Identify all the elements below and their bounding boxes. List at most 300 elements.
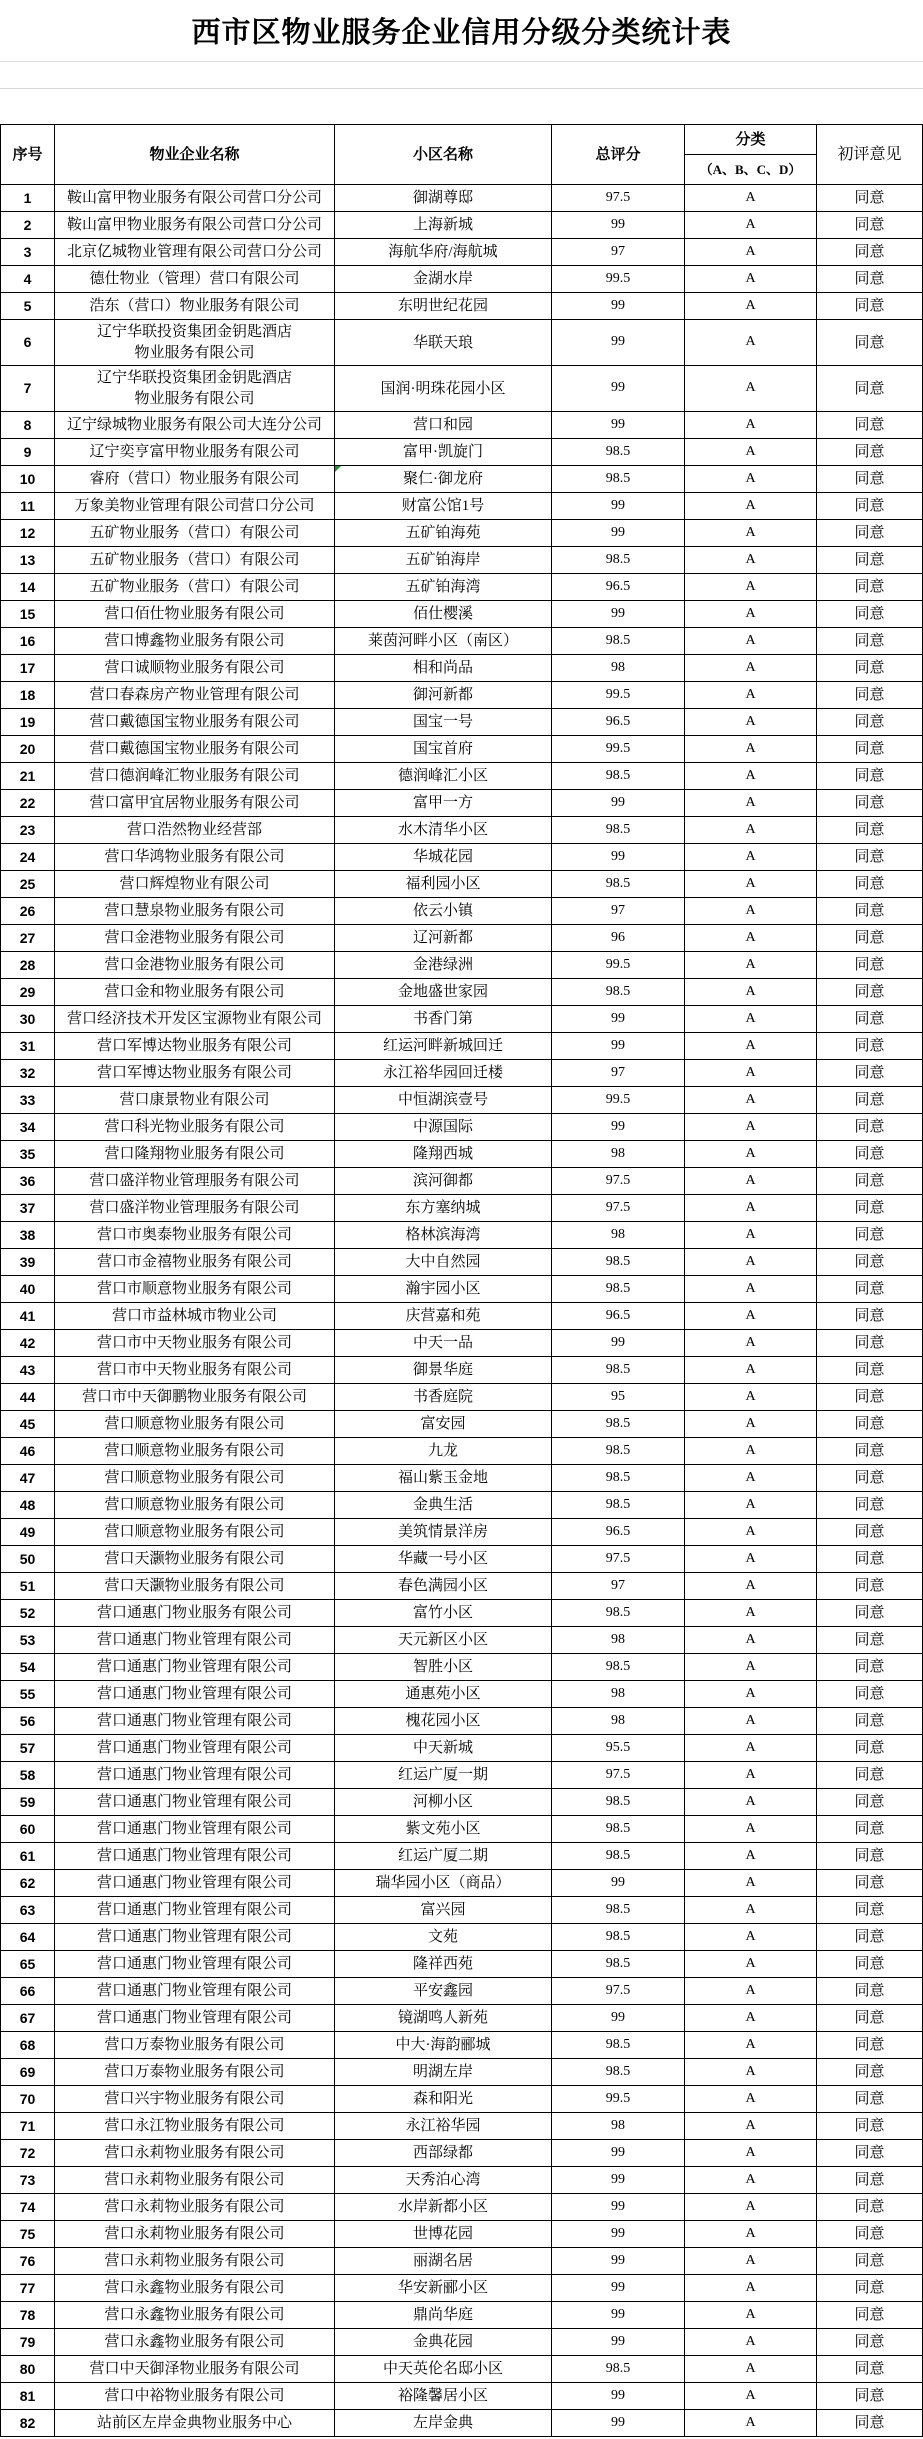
opinion-cell: 同意	[817, 1789, 923, 1816]
row-number-cell: 13	[1, 547, 55, 574]
total-score-cell: 97.5	[552, 1195, 685, 1222]
company-name-cell: 营口顺意物业服务有限公司	[55, 1492, 335, 1519]
table-row	[1, 2194, 923, 2221]
opinion-cell: 同意	[817, 1519, 923, 1546]
company-name-cell: 营口永鑫物业服务有限公司	[55, 2275, 335, 2302]
row-number-cell: 1	[1, 185, 55, 212]
table-row	[1, 1168, 923, 1195]
company-name-cell: 营口通惠门物业管理有限公司	[55, 1897, 335, 1924]
row-number-cell: 12	[1, 520, 55, 547]
opinion-cell: 同意	[817, 1708, 923, 1735]
total-score-cell: 98	[552, 1222, 685, 1249]
table-row	[1, 655, 923, 682]
community-name-cell: 金湖水岸	[335, 266, 552, 293]
table-row	[1, 2248, 923, 2275]
community-name-cell: 依云小镇	[335, 898, 552, 925]
table-row	[1, 466, 923, 493]
company-name-cell: 营口经济技术开发区宝源物业有限公司	[55, 1006, 335, 1033]
opinion-cell: 同意	[817, 2329, 923, 2356]
row-number-cell: 67	[1, 2005, 55, 2032]
category-cell: A	[685, 212, 817, 239]
row-number-cell: 40	[1, 1276, 55, 1303]
total-score-cell: 99	[552, 1006, 685, 1033]
opinion-cell: 同意	[817, 1546, 923, 1573]
total-score-cell: 99.5	[552, 1087, 685, 1114]
company-name-cell: 睿府（营口）物业服务有限公司	[55, 466, 335, 493]
header-category-label: 分类	[685, 125, 816, 155]
total-score-cell: 98.5	[552, 1438, 685, 1465]
company-name-cell: 营口市益林城市物业公司	[55, 1303, 335, 1330]
category-cell: A	[685, 2275, 817, 2302]
table-row	[1, 320, 923, 366]
opinion-cell: 同意	[817, 2113, 923, 2140]
total-score-cell: 99	[552, 2221, 685, 2248]
table-row	[1, 709, 923, 736]
total-score-cell: 97.5	[552, 1546, 685, 1573]
category-cell: A	[685, 1384, 817, 1411]
category-cell: A	[685, 2194, 817, 2221]
company-name-cell: 营口博鑫物业服务有限公司	[55, 628, 335, 655]
company-name-cell: 营口通惠门物业管理有限公司	[55, 1789, 335, 1816]
row-number-cell: 22	[1, 790, 55, 817]
company-name-cell: 营口德润峰汇物业服务有限公司	[55, 763, 335, 790]
row-number-cell: 37	[1, 1195, 55, 1222]
row-number-cell: 55	[1, 1681, 55, 1708]
total-score-cell: 98.5	[552, 1789, 685, 1816]
total-score-cell: 99	[552, 366, 685, 412]
row-number-cell: 15	[1, 601, 55, 628]
opinion-cell: 同意	[817, 1114, 923, 1141]
category-cell: A	[685, 1627, 817, 1654]
category-cell: A	[685, 493, 817, 520]
total-score-cell: 99.5	[552, 682, 685, 709]
company-name-cell: 五矿物业服务（营口）有限公司	[55, 520, 335, 547]
row-number-cell: 58	[1, 1762, 55, 1789]
row-number-cell: 26	[1, 898, 55, 925]
community-name-cell: 文苑	[335, 1924, 552, 1951]
row-number-cell: 41	[1, 1303, 55, 1330]
community-name-cell: 财富公馆1号	[335, 493, 552, 520]
community-name-cell: 福山紫玉金地	[335, 1465, 552, 1492]
category-cell: A	[685, 1978, 817, 2005]
total-score-cell: 99	[552, 2329, 685, 2356]
row-number-cell: 29	[1, 979, 55, 1006]
total-score-cell: 98.5	[552, 2059, 685, 2086]
total-score-cell: 95	[552, 1384, 685, 1411]
company-name-cell: 营口天灏物业服务有限公司	[55, 1546, 335, 1573]
company-name-cell: 营口通惠门物业管理有限公司	[55, 1870, 335, 1897]
opinion-cell: 同意	[817, 1195, 923, 1222]
total-score-cell: 97	[552, 1573, 685, 1600]
community-name-cell: 隆翔西城	[335, 1141, 552, 1168]
opinion-cell: 同意	[817, 1303, 923, 1330]
category-cell: A	[685, 1573, 817, 1600]
community-name-cell: 镜湖鸣人新苑	[335, 2005, 552, 2032]
table-row	[1, 2329, 923, 2356]
company-name-cell: 营口浩然物业经营部	[55, 817, 335, 844]
category-cell: A	[685, 1141, 817, 1168]
company-name-cell: 营口市中天物业服务有限公司	[55, 1357, 335, 1384]
row-number-cell: 74	[1, 2194, 55, 2221]
table-row	[1, 439, 923, 466]
company-name-cell: 营口永鑫物业服务有限公司	[55, 2302, 335, 2329]
community-name-cell: 辽河新都	[335, 925, 552, 952]
company-name-cell: 鞍山富甲物业服务有限公司营口分公司	[55, 185, 335, 212]
opinion-cell: 同意	[817, 1006, 923, 1033]
total-score-cell: 98.5	[552, 763, 685, 790]
row-number-cell: 54	[1, 1654, 55, 1681]
total-score-cell: 99	[552, 293, 685, 320]
opinion-cell: 同意	[817, 366, 923, 412]
table-row	[1, 1708, 923, 1735]
company-name-cell: 营口慧泉物业服务有限公司	[55, 898, 335, 925]
category-cell: A	[685, 1951, 817, 1978]
opinion-cell: 同意	[817, 239, 923, 266]
row-number-cell: 77	[1, 2275, 55, 2302]
opinion-cell: 同意	[817, 952, 923, 979]
opinion-cell: 同意	[817, 1897, 923, 1924]
community-name-cell: 御景华庭	[335, 1357, 552, 1384]
community-name-cell: 九龙	[335, 1438, 552, 1465]
company-name-cell: 营口通惠门物业管理有限公司	[55, 1843, 335, 1870]
row-number-cell: 47	[1, 1465, 55, 1492]
opinion-cell: 同意	[817, 979, 923, 1006]
company-name-cell: 营口华鸿物业服务有限公司	[55, 844, 335, 871]
row-number-cell: 24	[1, 844, 55, 871]
table-row	[1, 2113, 923, 2140]
company-name-cell: 营口通惠门物业管理有限公司	[55, 1681, 335, 1708]
total-score-cell: 99	[552, 601, 685, 628]
opinion-cell: 同意	[817, 2005, 923, 2032]
company-name-cell: 营口顺意物业服务有限公司	[55, 1411, 335, 1438]
category-cell: A	[685, 601, 817, 628]
row-number-cell: 21	[1, 763, 55, 790]
category-cell: A	[685, 1330, 817, 1357]
opinion-cell: 同意	[817, 320, 923, 366]
company-name-cell: 营口军博达物业服务有限公司	[55, 1033, 335, 1060]
row-number-cell: 48	[1, 1492, 55, 1519]
category-cell: A	[685, 1789, 817, 1816]
total-score-cell: 98.5	[552, 466, 685, 493]
company-name-cell: 五矿物业服务（营口）有限公司	[55, 547, 335, 574]
row-number-cell: 61	[1, 1843, 55, 1870]
community-name-cell: 天秀泊心湾	[335, 2167, 552, 2194]
company-name-cell: 营口金港物业服务有限公司	[55, 952, 335, 979]
header-index: 序号	[1, 125, 55, 185]
company-name-cell: 站前区左岸金典物业服务中心	[55, 2410, 335, 2437]
row-number-cell: 14	[1, 574, 55, 601]
company-name-cell: 营口顺意物业服务有限公司	[55, 1465, 335, 1492]
total-score-cell: 98.5	[552, 547, 685, 574]
header-community-name: 小区名称	[335, 125, 552, 185]
category-cell: A	[685, 2329, 817, 2356]
total-score-cell: 99.5	[552, 952, 685, 979]
total-score-cell: 99	[552, 2248, 685, 2275]
blank-row	[0, 62, 923, 89]
community-name-cell: 华安新郦小区	[335, 2275, 552, 2302]
community-name-cell: 华藏一号小区	[335, 1546, 552, 1573]
opinion-cell: 同意	[817, 1033, 923, 1060]
category-cell: A	[685, 293, 817, 320]
total-score-cell: 97.5	[552, 1168, 685, 1195]
opinion-cell: 同意	[817, 466, 923, 493]
opinion-cell: 同意	[817, 2140, 923, 2167]
row-number-cell: 53	[1, 1627, 55, 1654]
total-score-cell: 99	[552, 1870, 685, 1897]
community-name-cell: 槐花园小区	[335, 1708, 552, 1735]
total-score-cell: 99	[552, 1114, 685, 1141]
total-score-cell: 98	[552, 1141, 685, 1168]
community-name-cell: 通惠苑小区	[335, 1681, 552, 1708]
opinion-cell: 同意	[817, 266, 923, 293]
table-row	[1, 1735, 923, 1762]
category-cell: A	[685, 439, 817, 466]
table-body	[1, 185, 923, 2437]
category-cell: A	[685, 1222, 817, 1249]
row-number-cell: 7	[1, 366, 55, 412]
community-name-cell: 水木清华小区	[335, 817, 552, 844]
company-name-cell: 营口顺意物业服务有限公司	[55, 1438, 335, 1465]
company-name-cell: 营口金和物业服务有限公司	[55, 979, 335, 1006]
community-name-cell: 莱茵河畔小区（南区）	[335, 628, 552, 655]
row-number-cell: 18	[1, 682, 55, 709]
total-score-cell: 99	[552, 844, 685, 871]
opinion-cell: 同意	[817, 601, 923, 628]
category-cell: A	[685, 1735, 817, 1762]
cell-error-indicator-icon	[335, 466, 341, 472]
header-company-name: 物业企业名称	[55, 125, 335, 185]
row-number-cell: 71	[1, 2113, 55, 2140]
opinion-cell: 同意	[817, 1816, 923, 1843]
category-cell: A	[685, 239, 817, 266]
company-name-cell: 营口兴宇物业服务有限公司	[55, 2086, 335, 2113]
category-cell: A	[685, 2248, 817, 2275]
total-score-cell: 96	[552, 925, 685, 952]
opinion-cell: 同意	[817, 2275, 923, 2302]
community-name-cell: 金地盛世家园	[335, 979, 552, 1006]
community-name-cell: 金典花园	[335, 2329, 552, 2356]
company-name-cell: 营口科光物业服务有限公司	[55, 1114, 335, 1141]
total-score-cell: 98.5	[552, 1816, 685, 1843]
row-number-cell: 33	[1, 1087, 55, 1114]
row-number-cell: 42	[1, 1330, 55, 1357]
total-score-cell: 98.5	[552, 1465, 685, 1492]
opinion-cell: 同意	[817, 520, 923, 547]
company-name-cell: 营口盛洋物业管理服务有限公司	[55, 1195, 335, 1222]
community-name-cell: 海航华府/海航城	[335, 239, 552, 266]
company-name-cell: 辽宁绿城物业服务有限公司大连分公司	[55, 412, 335, 439]
category-cell: A	[685, 1519, 817, 1546]
opinion-cell: 同意	[817, 439, 923, 466]
table-row	[1, 1492, 923, 1519]
community-name-cell: 国宝首府	[335, 736, 552, 763]
table-row	[1, 1897, 923, 1924]
community-name-cell: 水岸新都小区	[335, 2194, 552, 2221]
total-score-cell: 98.5	[552, 1654, 685, 1681]
opinion-cell: 同意	[817, 2032, 923, 2059]
company-name-cell: 营口军博达物业服务有限公司	[55, 1060, 335, 1087]
table-row	[1, 1789, 923, 1816]
category-cell: A	[685, 1006, 817, 1033]
community-name-cell: 裕隆馨居小区	[335, 2383, 552, 2410]
table-row	[1, 412, 923, 439]
company-name-cell: 营口通惠门物业管理有限公司	[55, 1708, 335, 1735]
total-score-cell: 98.5	[552, 1897, 685, 1924]
table-row	[1, 736, 923, 763]
table-row	[1, 871, 923, 898]
category-cell: A	[685, 952, 817, 979]
company-name-cell: 营口盛洋物业管理服务有限公司	[55, 1168, 335, 1195]
total-score-cell: 99	[552, 2194, 685, 2221]
opinion-cell: 同意	[817, 898, 923, 925]
category-cell: A	[685, 1060, 817, 1087]
company-name-cell: 营口永江物业服务有限公司	[55, 2113, 335, 2140]
table-row	[1, 293, 923, 320]
opinion-cell: 同意	[817, 1762, 923, 1789]
community-name-cell: 明湖左岸	[335, 2059, 552, 2086]
table-row	[1, 1087, 923, 1114]
opinion-cell: 同意	[817, 1978, 923, 2005]
opinion-cell: 同意	[817, 212, 923, 239]
table-row	[1, 1654, 923, 1681]
company-name-cell: 营口通惠门物业管理有限公司	[55, 1978, 335, 2005]
table-row	[1, 2005, 923, 2032]
company-name-cell: 营口通惠门物业管理有限公司	[55, 1762, 335, 1789]
total-score-cell: 96.5	[552, 574, 685, 601]
category-cell: A	[685, 466, 817, 493]
category-cell: A	[685, 682, 817, 709]
table-row	[1, 1276, 923, 1303]
opinion-cell: 同意	[817, 2248, 923, 2275]
total-score-cell: 99	[552, 2140, 685, 2167]
company-name-cell: 营口永莉物业服务有限公司	[55, 2167, 335, 2194]
row-number-cell: 49	[1, 1519, 55, 1546]
company-name-cell: 辽宁奕亨富甲物业服务有限公司	[55, 439, 335, 466]
category-cell: A	[685, 2113, 817, 2140]
total-score-cell: 98	[552, 1708, 685, 1735]
opinion-cell: 同意	[817, 1060, 923, 1087]
row-number-cell: 30	[1, 1006, 55, 1033]
category-cell: A	[685, 925, 817, 952]
company-name-cell: 营口通惠门物业管理有限公司	[55, 1816, 335, 1843]
company-name-cell: 鞍山富甲物业服务有限公司营口分公司	[55, 212, 335, 239]
row-number-cell: 68	[1, 2032, 55, 2059]
row-number-cell: 11	[1, 493, 55, 520]
table-row	[1, 1546, 923, 1573]
total-score-cell: 98.5	[552, 439, 685, 466]
opinion-cell: 同意	[817, 925, 923, 952]
company-name-cell: 辽宁华联投资集团金钥匙酒店物业服务有限公司	[55, 366, 335, 412]
category-cell: A	[685, 736, 817, 763]
company-name-cell: 营口万泰物业服务有限公司	[55, 2032, 335, 2059]
header-category	[685, 125, 817, 185]
category-cell: A	[685, 2086, 817, 2113]
table-row	[1, 1033, 923, 1060]
row-number-cell: 36	[1, 1168, 55, 1195]
table-row	[1, 520, 923, 547]
community-name-cell: 御湖尊邸	[335, 185, 552, 212]
opinion-cell: 同意	[817, 1870, 923, 1897]
category-cell: A	[685, 1033, 817, 1060]
opinion-cell: 同意	[817, 2410, 923, 2437]
community-name-cell: 红运河畔新城回迁	[335, 1033, 552, 1060]
company-name-cell: 营口市中天物业服务有限公司	[55, 1330, 335, 1357]
table-row	[1, 1465, 923, 1492]
header-total-score: 总评分	[552, 125, 685, 185]
row-number-cell: 51	[1, 1573, 55, 1600]
total-score-cell: 97.5	[552, 1978, 685, 2005]
row-number-cell: 32	[1, 1060, 55, 1087]
category-cell: A	[685, 1492, 817, 1519]
total-score-cell: 98.5	[552, 1276, 685, 1303]
row-number-cell: 34	[1, 1114, 55, 1141]
opinion-cell: 同意	[817, 844, 923, 871]
community-name-cell: 营口和园	[335, 412, 552, 439]
total-score-cell: 99	[552, 1033, 685, 1060]
category-cell: A	[685, 1411, 817, 1438]
total-score-cell: 99	[552, 2383, 685, 2410]
row-number-cell: 35	[1, 1141, 55, 1168]
community-name-cell: 西部绿都	[335, 2140, 552, 2167]
opinion-cell: 同意	[817, 1276, 923, 1303]
row-number-cell: 79	[1, 2329, 55, 2356]
category-cell: A	[685, 1087, 817, 1114]
table-row	[1, 601, 923, 628]
total-score-cell: 97.5	[552, 185, 685, 212]
table-row	[1, 2059, 923, 2086]
community-name-cell: 大中自然园	[335, 1249, 552, 1276]
total-score-cell: 99	[552, 1330, 685, 1357]
opinion-cell: 同意	[817, 736, 923, 763]
opinion-cell: 同意	[817, 1951, 923, 1978]
total-score-cell: 98.5	[552, 628, 685, 655]
row-number-cell: 19	[1, 709, 55, 736]
table-row	[1, 1843, 923, 1870]
community-name-cell: 上海新城	[335, 212, 552, 239]
table-row	[1, 1519, 923, 1546]
table-row	[1, 1006, 923, 1033]
community-name-cell: 森和阳光	[335, 2086, 552, 2113]
row-number-cell: 64	[1, 1924, 55, 1951]
category-cell: A	[685, 1303, 817, 1330]
total-score-cell: 99	[552, 790, 685, 817]
community-name-cell: 红运广厦一期	[335, 1762, 552, 1789]
category-cell: A	[685, 979, 817, 1006]
community-name-cell: 中天新城	[335, 1735, 552, 1762]
table-row	[1, 1357, 923, 1384]
header-preliminary-opinion: 初评意见	[817, 125, 923, 185]
community-name-cell: 书香庭院	[335, 1384, 552, 1411]
total-score-cell: 98	[552, 2113, 685, 2140]
company-name-cell: 营口永莉物业服务有限公司	[55, 2248, 335, 2275]
row-number-cell: 81	[1, 2383, 55, 2410]
row-number-cell: 72	[1, 2140, 55, 2167]
community-name-cell: 佰仕樱溪	[335, 601, 552, 628]
total-score-cell: 99	[552, 493, 685, 520]
community-name-cell: 中大·海韵郦城	[335, 2032, 552, 2059]
opinion-cell: 同意	[817, 1168, 923, 1195]
opinion-cell: 同意	[817, 1573, 923, 1600]
opinion-cell: 同意	[817, 1249, 923, 1276]
table-row	[1, 1816, 923, 1843]
company-name-cell: 营口中天御泽物业服务有限公司	[55, 2356, 335, 2383]
category-cell: A	[685, 2032, 817, 2059]
opinion-cell: 同意	[817, 2356, 923, 2383]
community-name-cell: 美筑情景洋房	[335, 1519, 552, 1546]
total-score-cell: 99	[552, 320, 685, 366]
header-category-options: （A、B、C、D）	[699, 161, 802, 177]
category-cell: A	[685, 1438, 817, 1465]
